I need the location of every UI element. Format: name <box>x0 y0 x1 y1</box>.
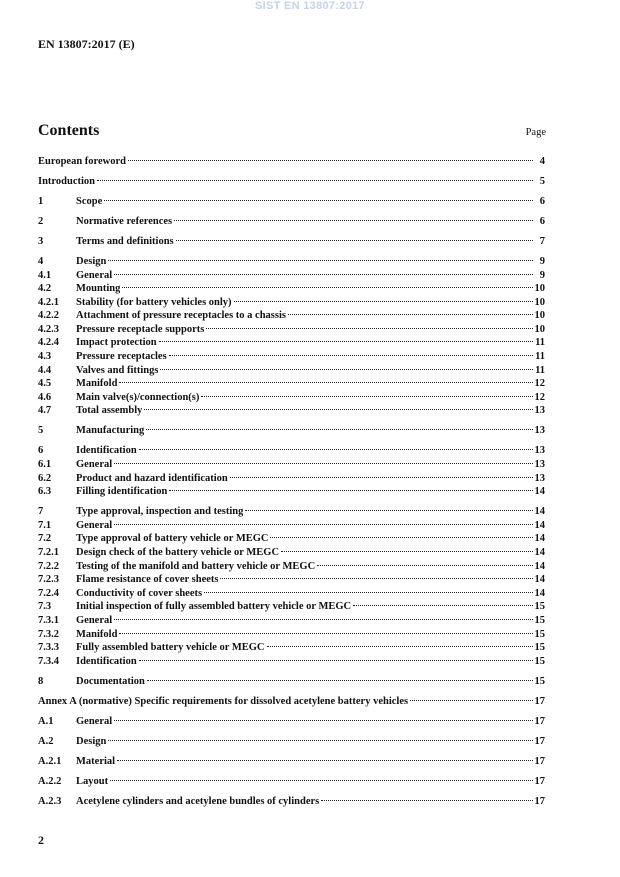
toc-entry-page: 14 <box>534 506 545 518</box>
toc-entry-title: Identification <box>76 445 137 457</box>
toc-dot-leader <box>114 274 533 275</box>
toc-entry-page: 15 <box>534 655 545 667</box>
toc-entry-page: 7 <box>539 235 545 247</box>
toc-entry-page: 10 <box>534 310 545 322</box>
toc-dot-leader <box>317 565 532 566</box>
toc-entry-title: Annex A (normative) Specific requirements for dissolved acetylene battery vehicles <box>38 695 409 707</box>
toc-entry-page: 15 <box>534 628 545 640</box>
toc-entry[interactable] <box>38 675 545 689</box>
toc-entry-number: 4.2.2 <box>38 310 59 322</box>
toc-entry-number: 2 <box>38 215 44 227</box>
toc-entry-number: 8 <box>38 675 44 687</box>
toc-dot-leader <box>353 605 532 606</box>
toc-dot-leader <box>122 287 532 288</box>
toc-entry-number: 7.2.1 <box>38 546 59 558</box>
toc-entry-page: 15 <box>534 642 545 654</box>
toc-entry[interactable] <box>38 215 545 229</box>
toc-entry-title: Manifold <box>76 378 118 390</box>
toc-entry-page: 13 <box>534 459 545 471</box>
toc-dot-leader <box>147 680 533 681</box>
toc-dot-leader <box>267 646 533 647</box>
toc-entry-title: Acetylene cylinders and acetylene bundles of cylinders <box>76 795 320 807</box>
toc-dot-leader <box>114 720 532 721</box>
toc-dot-leader <box>139 660 533 661</box>
toc-entry[interactable] <box>38 560 545 574</box>
toc-entry-page: 14 <box>534 587 545 599</box>
document-id: EN 13807:2017 (E) <box>38 37 135 51</box>
toc-entry-page: 6 <box>539 195 545 207</box>
toc-entry-number: 7.2 <box>38 533 52 545</box>
toc-entry-title: Stability (for battery vehicles only) <box>76 296 232 308</box>
toc-entry[interactable] <box>38 255 545 269</box>
toc-entry[interactable] <box>38 309 545 323</box>
toc-entry[interactable] <box>38 472 545 486</box>
toc-entry-title: Pressure receptacle supports <box>76 323 205 335</box>
toc-entry-number: 4.2 <box>38 283 52 295</box>
toc-entry-title: Valves and fittings <box>76 364 159 376</box>
toc-dot-leader <box>204 592 532 593</box>
toc-dot-leader <box>104 200 533 201</box>
toc-dot-leader <box>119 633 532 634</box>
toc-entry[interactable] <box>38 795 545 809</box>
toc-dot-leader <box>119 382 532 383</box>
toc-entry-page: 15 <box>534 614 545 626</box>
toc-entry[interactable] <box>38 350 545 364</box>
toc-entry[interactable] <box>38 404 545 418</box>
toc-entry[interactable] <box>38 444 545 458</box>
toc-entry-page: 10 <box>534 323 545 335</box>
toc-entry-title: Main valve(s)/connection(s) <box>76 391 200 403</box>
toc-entry[interactable] <box>38 175 545 189</box>
toc-entry-number: 4.2.4 <box>38 337 59 349</box>
toc-dot-leader <box>128 160 533 161</box>
toc-dot-leader <box>230 477 533 478</box>
toc-entry-title: Material <box>76 755 116 767</box>
toc-dot-leader <box>144 409 532 410</box>
toc-entry-page: 15 <box>534 601 545 613</box>
toc-entry-page: 13 <box>534 405 545 417</box>
toc-entry-page: 17 <box>534 795 545 807</box>
toc-entry-page: 5 <box>539 175 545 187</box>
toc-entry-number: 4 <box>38 255 44 267</box>
toc-dot-leader <box>201 396 532 397</box>
toc-dot-leader <box>245 510 532 511</box>
toc-entry[interactable] <box>38 614 545 628</box>
toc-entry-page: 14 <box>534 560 545 572</box>
toc-entry-title: Normative references <box>76 215 173 227</box>
toc-entry[interactable] <box>38 532 545 546</box>
toc-dot-leader <box>174 220 533 221</box>
toc-entry-number: 4.4 <box>38 364 52 376</box>
toc-dot-leader <box>169 355 533 356</box>
toc-entry-number: 4.3 <box>38 351 52 363</box>
toc-entry-page: 17 <box>534 695 545 707</box>
toc-entry[interactable] <box>38 735 545 749</box>
toc-entry-title: Conductivity of cover sheets <box>76 587 203 599</box>
toc-entry-number: 1 <box>38 195 44 207</box>
toc-entry-number: 6.2 <box>38 472 52 484</box>
toc-entry[interactable] <box>38 485 545 499</box>
toc-entry-title: Documentation <box>76 675 145 687</box>
toc-entry-number: 4.2.1 <box>38 296 59 308</box>
toc-dot-leader <box>234 301 533 302</box>
toc-entry-title: Impact protection <box>76 337 157 349</box>
toc-entry-number: 4.7 <box>38 405 52 417</box>
toc-entry[interactable] <box>38 377 545 391</box>
toc-entry-page: 9 <box>539 269 545 281</box>
toc-entry[interactable] <box>38 282 545 296</box>
toc-entry-title: Total assembly <box>76 405 143 417</box>
toc-entry-page: 13 <box>534 445 545 457</box>
toc-entry[interactable] <box>38 695 545 709</box>
toc-entry-title: Scope <box>76 195 103 207</box>
toc-dot-leader <box>114 619 532 620</box>
toc-entry-title: General <box>76 614 113 626</box>
toc-entry[interactable] <box>38 391 545 405</box>
toc-dot-leader <box>159 341 533 342</box>
toc-entry-page: 10 <box>534 296 545 308</box>
toc-entry-number: 4.1 <box>38 269 52 281</box>
toc-entry-page: 10 <box>534 283 545 295</box>
toc-dot-leader <box>270 537 532 538</box>
toc-entry-page: 12 <box>534 391 545 403</box>
toc-entry-title: General <box>76 269 113 281</box>
toc-entry[interactable] <box>38 364 545 378</box>
toc-entry[interactable] <box>38 235 545 249</box>
toc-entry-page: 6 <box>539 215 545 227</box>
toc-entry-title: Flame resistance of cover sheets <box>76 574 219 586</box>
toc-entry-number: 6.1 <box>38 459 52 471</box>
toc-entry-title: Terms and definitions <box>76 235 174 247</box>
toc-entry-title: Introduction <box>38 175 95 187</box>
page-column-label: Page <box>525 127 546 138</box>
toc-entry-number: 7.3.4 <box>38 655 59 667</box>
toc-entry[interactable] <box>38 546 545 560</box>
toc-entry-title: Initial inspection of fully assembled battery vehicle or MEGC <box>76 601 352 613</box>
toc-dot-leader <box>206 328 532 329</box>
toc-entry-page: 14 <box>534 486 545 498</box>
toc-entry[interactable] <box>38 655 545 669</box>
toc-entry-title: Pressure receptacles <box>76 351 167 363</box>
toc-entry-number: 7.3.1 <box>38 614 59 626</box>
toc-entry[interactable] <box>38 573 545 587</box>
toc-entry-page: 11 <box>535 351 545 363</box>
toc-entry[interactable] <box>38 755 545 769</box>
toc-entry-number: 7.3.2 <box>38 628 59 640</box>
toc-entry-title: Design <box>76 735 107 747</box>
toc-entry[interactable] <box>38 641 545 655</box>
toc-entry-page: 17 <box>534 715 545 727</box>
toc-entry-number: 4.5 <box>38 378 52 390</box>
toc-entry-title: Attachment of pressure receptacles to a chassis <box>76 310 286 322</box>
toc-entry-number: 4.2.3 <box>38 323 59 335</box>
toc-dot-leader <box>176 240 533 241</box>
toc-entry[interactable] <box>38 269 545 283</box>
watermark: SIST EN 13807:2017 <box>255 0 365 12</box>
toc-entry-number: 6 <box>38 445 44 457</box>
toc-dot-leader <box>169 490 532 491</box>
contents-title: Contents <box>38 122 100 139</box>
toc-entry-title: Fully assembled battery vehicle or MEGC <box>76 642 265 654</box>
toc-entry[interactable] <box>38 628 545 642</box>
toc-entry[interactable] <box>38 296 545 310</box>
toc-entry-page: 12 <box>534 378 545 390</box>
toc-entry[interactable] <box>38 336 545 350</box>
toc-entry-title: Manifold <box>76 628 118 640</box>
toc-entry-number: A.2.2 <box>38 775 62 787</box>
toc-dot-leader <box>160 369 533 370</box>
toc-entry[interactable] <box>38 600 545 614</box>
toc-entry-title: General <box>76 459 113 471</box>
toc-entry-title: Design <box>76 255 107 267</box>
toc-entry-page: 13 <box>534 425 545 437</box>
toc-entry[interactable] <box>38 775 545 789</box>
toc-entry-number: A.1 <box>38 715 54 727</box>
toc-dot-leader <box>281 551 532 552</box>
toc-entry-number: 6.3 <box>38 486 52 498</box>
toc-entry-title: General <box>76 715 113 727</box>
toc-entry-title: Testing of the manifold and battery vehicle or MEGC <box>76 560 316 572</box>
toc-entry-page: 17 <box>534 755 545 767</box>
toc-entry-title: Manufacturing <box>76 425 145 437</box>
toc-entry-number: 7.2.4 <box>38 587 59 599</box>
toc-entry-page: 4 <box>539 156 545 167</box>
toc-entry[interactable] <box>38 424 545 438</box>
toc-dot-leader <box>139 449 533 450</box>
toc-entry-number: 7 <box>38 506 44 518</box>
toc-entry-page: 15 <box>534 675 545 687</box>
toc-entry-page: 14 <box>534 533 545 545</box>
toc-entry-number: 7.2.2 <box>38 560 59 572</box>
toc-entry-title: Identification <box>76 655 137 667</box>
toc-entry-number: 7.2.3 <box>38 574 59 586</box>
toc-entry[interactable] <box>38 155 545 169</box>
toc-entry-title: General <box>76 519 113 531</box>
toc-entry-title: Mounting <box>76 283 121 295</box>
toc-entry[interactable] <box>38 323 545 337</box>
toc-entry-page: 14 <box>534 546 545 558</box>
toc-entry-title: Product and hazard identification <box>76 472 228 484</box>
toc-dot-leader <box>410 700 532 701</box>
toc-entry-number: 4.6 <box>38 391 52 403</box>
toc-entry[interactable] <box>38 505 545 519</box>
toc-entry-page: 17 <box>534 775 545 787</box>
toc-entry-number: 7.3.3 <box>38 642 59 654</box>
toc-entry[interactable] <box>38 458 545 472</box>
toc-entry-title: Design check of the battery vehicle or MEGC <box>76 546 280 558</box>
toc-entry-page: 14 <box>534 574 545 586</box>
toc-entry-number: 3 <box>38 235 44 247</box>
toc-entry-number: A.2.3 <box>38 795 62 807</box>
toc-entry-page: 11 <box>535 337 545 349</box>
toc-dot-leader <box>117 760 532 761</box>
toc-entry-title: Filling identification <box>76 486 168 498</box>
toc-entry-page: 11 <box>535 364 545 376</box>
toc-entry-number: A.2 <box>38 735 54 747</box>
toc-entry[interactable] <box>38 587 545 601</box>
toc-entry-title: European foreword <box>38 156 126 167</box>
toc-entry-title: Type approval, inspection and testing <box>76 506 244 518</box>
toc-entry[interactable] <box>38 519 545 533</box>
footer-page-number: 2 <box>38 833 44 847</box>
toc-entry-number: A.2.1 <box>38 755 62 767</box>
toc-entry-number: 5 <box>38 425 44 437</box>
toc-entry[interactable] <box>38 715 545 729</box>
toc-entry-number: 7.3 <box>38 601 52 613</box>
toc-entry-page: 14 <box>534 519 545 531</box>
toc-entry-number: 7.1 <box>38 519 52 531</box>
toc-dot-leader <box>110 780 532 781</box>
toc-dot-leader <box>220 578 532 579</box>
toc-entry-page: 9 <box>539 255 545 267</box>
toc-entry-page: 13 <box>534 472 545 484</box>
toc-dot-leader <box>146 429 532 430</box>
toc-dot-leader <box>108 740 532 741</box>
toc-entry-title: Layout <box>76 775 109 787</box>
table-of-contents <box>38 155 545 808</box>
toc-dot-leader <box>114 524 532 525</box>
toc-dot-leader <box>321 800 532 801</box>
toc-dot-leader <box>114 463 532 464</box>
toc-dot-leader <box>97 180 533 181</box>
toc-dot-leader <box>108 260 533 261</box>
toc-entry-page: 17 <box>534 735 545 747</box>
toc-dot-leader <box>288 314 533 315</box>
toc-entry[interactable] <box>38 195 545 209</box>
toc-entry-title: Type approval of battery vehicle or MEGC <box>76 533 269 545</box>
